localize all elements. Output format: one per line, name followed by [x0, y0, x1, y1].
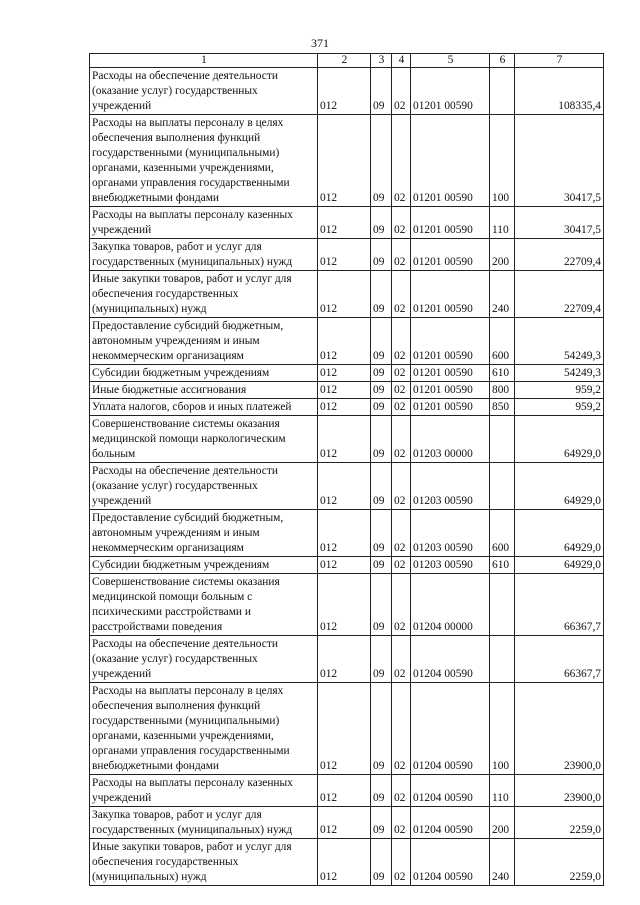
table-row	[90, 775, 604, 807]
target-article-code: 01201 00590	[411, 382, 490, 399]
subsection-code: 02	[392, 807, 411, 839]
amount: 64929,0	[515, 416, 604, 463]
subsection-code: 02	[392, 239, 411, 271]
section-code: 09	[371, 318, 392, 365]
row-name: Совершенствование системы оказания медицинской помощи больным с психическими расстройствами и расстройствами поведения	[90, 574, 318, 636]
amount: 64929,0	[515, 557, 604, 574]
ministry-code: 012	[318, 399, 371, 416]
table-row	[90, 807, 604, 839]
amount: 959,2	[515, 399, 604, 416]
table-row	[90, 557, 604, 574]
subsection-code: 02	[392, 318, 411, 365]
section-code: 09	[371, 416, 392, 463]
section-code: 09	[371, 463, 392, 510]
row-name: Иные закупки товаров, работ и услуг для обеспечения государственных (муниципальных) нужд	[90, 839, 318, 886]
header-cell: 3	[371, 54, 392, 68]
ministry-code: 012	[318, 416, 371, 463]
table-row	[90, 636, 604, 683]
row-name: Расходы на обеспечение деятельности (оказание услуг) государственных учреждений	[90, 68, 318, 115]
target-article-code: 01203 00590	[411, 510, 490, 557]
ministry-code: 012	[318, 271, 371, 318]
target-article-code: 01201 00590	[411, 207, 490, 239]
target-article-code: 01203 00590	[411, 557, 490, 574]
target-article-code: 01203 00000	[411, 416, 490, 463]
section-code: 09	[371, 775, 392, 807]
ministry-code: 012	[318, 318, 371, 365]
expense-type-code	[490, 463, 515, 510]
amount: 959,2	[515, 382, 604, 399]
subsection-code: 02	[392, 68, 411, 115]
expense-type-code: 800	[490, 382, 515, 399]
ministry-code: 012	[318, 636, 371, 683]
amount: 23900,0	[515, 775, 604, 807]
header-cell: 4	[392, 54, 411, 68]
row-name: Закупка товаров, работ и услуг для государственных (муниципальных) нужд	[90, 807, 318, 839]
page-number: 371	[311, 36, 329, 50]
row-name: Расходы на обеспечение деятельности (оказание услуг) государственных учреждений	[90, 636, 318, 683]
expense-type-code: 610	[490, 557, 515, 574]
expense-type-code: 110	[490, 775, 515, 807]
target-article-code: 01204 00590	[411, 839, 490, 886]
row-name: Субсидии бюджетным учреждениям	[90, 365, 318, 382]
subsection-code: 02	[392, 416, 411, 463]
row-name: Расходы на выплаты персоналу казенных учреждений	[90, 207, 318, 239]
table-row	[90, 207, 604, 239]
table-row	[90, 463, 604, 510]
section-code: 09	[371, 399, 392, 416]
header-cell: 1	[90, 54, 318, 68]
expense-type-code: 600	[490, 318, 515, 365]
section-code: 09	[371, 636, 392, 683]
section-code: 09	[371, 683, 392, 775]
ministry-code: 012	[318, 775, 371, 807]
row-name: Предоставление субсидий бюджетным, автономным учреждениям и иным некоммерческим организациям	[90, 510, 318, 557]
target-article-code: 01201 00590	[411, 271, 490, 318]
target-article-code: 01204 00590	[411, 636, 490, 683]
table-row	[90, 115, 604, 207]
row-name: Закупка товаров, работ и услуг для государственных (муниципальных) нужд	[90, 239, 318, 271]
amount: 64929,0	[515, 510, 604, 557]
section-code: 09	[371, 365, 392, 382]
amount: 2259,0	[515, 807, 604, 839]
ministry-code: 012	[318, 574, 371, 636]
target-article-code: 01203 00590	[411, 463, 490, 510]
amount: 66367,7	[515, 636, 604, 683]
expense-type-code	[490, 636, 515, 683]
target-article-code: 01204 00590	[411, 683, 490, 775]
table-row	[90, 239, 604, 271]
section-code: 09	[371, 839, 392, 886]
ministry-code: 012	[318, 382, 371, 399]
target-article-code: 01201 00590	[411, 68, 490, 115]
subsection-code: 02	[392, 365, 411, 382]
subsection-code: 02	[392, 683, 411, 775]
section-code: 09	[371, 574, 392, 636]
expense-type-code: 600	[490, 510, 515, 557]
subsection-code: 02	[392, 574, 411, 636]
amount: 66367,7	[515, 574, 604, 636]
ministry-code: 012	[318, 115, 371, 207]
ministry-code: 012	[318, 463, 371, 510]
header-cell: 2	[318, 54, 371, 68]
ministry-code: 012	[318, 239, 371, 271]
table-row	[90, 839, 604, 886]
subsection-code: 02	[392, 207, 411, 239]
expense-type-code: 850	[490, 399, 515, 416]
ministry-code: 012	[318, 683, 371, 775]
table-row	[90, 68, 604, 115]
subsection-code: 02	[392, 463, 411, 510]
table-row	[90, 574, 604, 636]
ministry-code: 012	[318, 207, 371, 239]
amount: 30417,5	[515, 207, 604, 239]
ministry-code: 012	[318, 557, 371, 574]
expense-type-code: 240	[490, 271, 515, 318]
subsection-code: 02	[392, 557, 411, 574]
header-cell: 5	[411, 54, 490, 68]
row-name: Расходы на выплаты персоналу в целях обеспечения выполнения функций государственными (муниципальными) органами, казенными учреждениями, органами управления государственными внебюджетными фондами	[90, 683, 318, 775]
amount: 30417,5	[515, 115, 604, 207]
table-row	[90, 318, 604, 365]
row-name: Уплата налогов, сборов и иных платежей	[90, 399, 318, 416]
target-article-code: 01204 00590	[411, 807, 490, 839]
amount: 54249,3	[515, 318, 604, 365]
subsection-code: 02	[392, 382, 411, 399]
target-article-code: 01201 00590	[411, 115, 490, 207]
row-name: Расходы на выплаты персоналу в целях обеспечения выполнения функций государственными (муниципальными) органами, казенными учреждениями, органами управления государственными внебюджетными фондами	[90, 115, 318, 207]
target-article-code: 01201 00590	[411, 365, 490, 382]
table-row	[90, 271, 604, 318]
target-article-code: 01204 00000	[411, 574, 490, 636]
row-name: Расходы на обеспечение деятельности (оказание услуг) государственных учреждений	[90, 463, 318, 510]
table-row	[90, 416, 604, 463]
table-row	[90, 365, 604, 382]
expense-type-code: 100	[490, 115, 515, 207]
subsection-code: 02	[392, 839, 411, 886]
row-name: Иные закупки товаров, работ и услуг для обеспечения государственных (муниципальных) нужд	[90, 271, 318, 318]
section-code: 09	[371, 557, 392, 574]
amount: 64929,0	[515, 463, 604, 510]
ministry-code: 012	[318, 510, 371, 557]
amount: 22709,4	[515, 239, 604, 271]
target-article-code: 01201 00590	[411, 399, 490, 416]
target-article-code: 01201 00590	[411, 318, 490, 365]
table-row	[90, 683, 604, 775]
amount: 54249,3	[515, 365, 604, 382]
row-name: Совершенствование системы оказания медицинской помощи наркологическим больным	[90, 416, 318, 463]
section-code: 09	[371, 510, 392, 557]
table-row	[90, 382, 604, 399]
amount: 23900,0	[515, 683, 604, 775]
amount: 108335,4	[515, 68, 604, 115]
subsection-code: 02	[392, 271, 411, 318]
header-row	[90, 54, 604, 68]
expense-type-code: 610	[490, 365, 515, 382]
row-name: Иные бюджетные ассигнования	[90, 382, 318, 399]
subsection-code: 02	[392, 510, 411, 557]
section-code: 09	[371, 382, 392, 399]
section-code: 09	[371, 68, 392, 115]
ministry-code: 012	[318, 68, 371, 115]
section-code: 09	[371, 207, 392, 239]
expense-type-code: 100	[490, 683, 515, 775]
ministry-code: 012	[318, 365, 371, 382]
expense-type-code	[490, 416, 515, 463]
table-row	[90, 399, 604, 416]
expense-type-code: 200	[490, 239, 515, 271]
ministry-code: 012	[318, 839, 371, 886]
expense-type-code: 200	[490, 807, 515, 839]
section-code: 09	[371, 807, 392, 839]
amount: 22709,4	[515, 271, 604, 318]
amount: 2259,0	[515, 839, 604, 886]
ministry-code: 012	[318, 807, 371, 839]
header-cell: 7	[515, 54, 604, 68]
table-row	[90, 510, 604, 557]
budget-table	[89, 53, 604, 886]
target-article-code: 01201 00590	[411, 239, 490, 271]
expense-type-code: 240	[490, 839, 515, 886]
subsection-code: 02	[392, 399, 411, 416]
row-name: Предоставление субсидий бюджетным, автономным учреждениям и иным некоммерческим организациям	[90, 318, 318, 365]
expense-type-code	[490, 574, 515, 636]
expense-type-code: 110	[490, 207, 515, 239]
subsection-code: 02	[392, 115, 411, 207]
section-code: 09	[371, 239, 392, 271]
subsection-code: 02	[392, 775, 411, 807]
row-name: Субсидии бюджетным учреждениям	[90, 557, 318, 574]
row-name: Расходы на выплаты персоналу казенных учреждений	[90, 775, 318, 807]
section-code: 09	[371, 115, 392, 207]
target-article-code: 01204 00590	[411, 775, 490, 807]
subsection-code: 02	[392, 636, 411, 683]
expense-type-code	[490, 68, 515, 115]
header-cell: 6	[490, 54, 515, 68]
section-code: 09	[371, 271, 392, 318]
